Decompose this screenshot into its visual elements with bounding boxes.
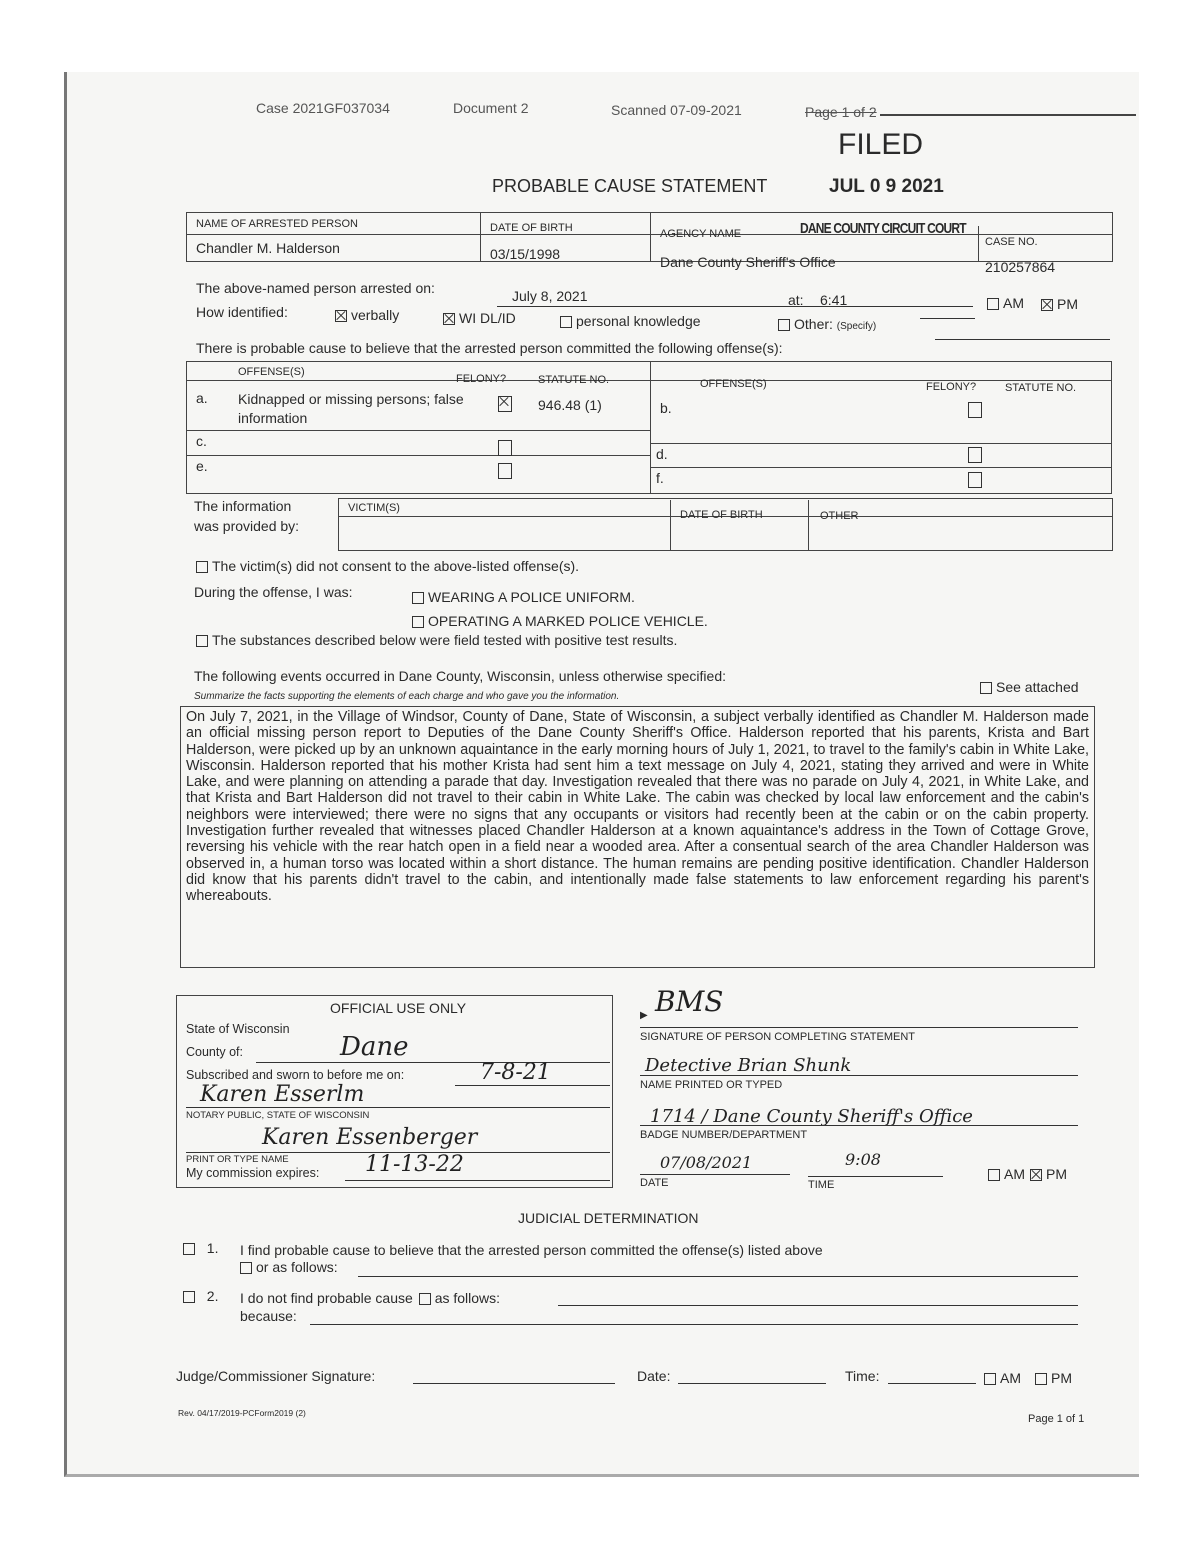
arrest-am[interactable]: AM xyxy=(987,295,1024,311)
offense-a: Kidnapped or missing persons; false information xyxy=(238,391,464,426)
victim-dob-label: DATE OF BIRTH xyxy=(680,509,763,521)
sign-time: 9:08 xyxy=(845,1150,881,1169)
date-label: DATE xyxy=(640,1177,669,1189)
victims-label: VICTIM(S) xyxy=(348,502,400,514)
sworn-date: 7-8-21 xyxy=(480,1060,551,1085)
official-use-title: OFFICIAL USE ONLY xyxy=(330,1000,467,1016)
col-felony: FELONY? xyxy=(456,373,507,385)
judicial-title: JUDICIAL DETERMINATION xyxy=(518,1210,699,1226)
felony-c-checkbox[interactable] xyxy=(498,440,516,459)
col-offense-2: OFFENSE(S) xyxy=(700,378,767,390)
judge-date-label: Date: xyxy=(637,1368,671,1384)
at-label: at: xyxy=(788,292,804,308)
judicial-item-1[interactable]: 1. xyxy=(183,1240,218,1256)
check-no-consent[interactable]: The victim(s) did not consent to the above-listed offense(s). xyxy=(196,558,579,574)
info-label-2: was provided by: xyxy=(194,518,300,534)
officer-signature: BMS xyxy=(655,985,724,1018)
because-label: because: xyxy=(240,1308,297,1324)
sign-date: 07/08/2021 xyxy=(660,1153,753,1172)
signature-label: SIGNATURE OF PERSON COMPLETING STATEMENT xyxy=(640,1031,916,1043)
officer-name: Detective Brian Shunk xyxy=(645,1055,852,1076)
during-label: During the offense, I was: xyxy=(194,584,353,600)
offense-letter: d. xyxy=(656,446,668,462)
time-label: TIME xyxy=(808,1179,835,1191)
badge-label: BADGE NUMBER/DEPARTMENT xyxy=(640,1129,808,1141)
col-statute: STATUTE NO. xyxy=(538,374,610,386)
badge-department: 1714 / Dane County Sheriff's Office xyxy=(650,1106,973,1127)
page-number: Page 1 of 1 xyxy=(1028,1413,1085,1425)
check-vehicle[interactable]: OPERATING A MARKED POLICE VEHICLE. xyxy=(412,613,708,629)
revision-label: Rev. 04/17/2019-PCForm2019 (2) xyxy=(178,1408,306,1418)
arrest-pm[interactable]: PM xyxy=(1041,296,1078,312)
agency-label: AGENCY NAME xyxy=(660,228,742,240)
judge-signature-label: Judge/Commissioner Signature: xyxy=(176,1368,376,1384)
events-intro: The following events occurred in Dane County, Wisconsin, unless otherwise specified: xyxy=(194,668,726,684)
offense-letter: e. xyxy=(196,458,208,474)
arrest-date: July 8, 2021 xyxy=(512,288,588,304)
name-label: NAME OF ARRESTED PERSON xyxy=(196,218,358,230)
sworn-label: Subscribed and sworn to before me on: xyxy=(186,1068,405,1082)
judge-pm[interactable]: PM xyxy=(1035,1370,1072,1386)
how-identified-label: How identified: xyxy=(196,304,288,320)
felony-e-checkbox[interactable] xyxy=(498,463,516,482)
col-felony-2: FELONY? xyxy=(926,381,977,393)
judicial-text-2: I do not find probable cause as follows: xyxy=(240,1290,501,1306)
col-offense: OFFENSE(S) xyxy=(238,366,305,378)
col-statute-2: STATUTE NO. xyxy=(1005,382,1077,394)
offense-letter: a. xyxy=(196,390,208,406)
notary-printed-name: Karen Essenberger xyxy=(262,1125,478,1150)
check-other[interactable]: Other: (Specify) xyxy=(778,316,876,332)
judicial-text-1: I find probable cause to believe that the arrested person committed the offense(s) listed above xyxy=(240,1242,823,1258)
case-number-stamp: Case 2021GF037034 xyxy=(256,100,390,116)
expires-label: My commission expires: xyxy=(186,1166,320,1180)
notary-signature: Karen Esserlm xyxy=(200,1082,365,1107)
info-label: The information xyxy=(194,498,292,514)
page-stamp: Page 1 of 2 xyxy=(805,104,877,120)
offense-letter: f. xyxy=(656,470,664,486)
felony-d-checkbox[interactable] xyxy=(968,447,986,466)
dob-label: DATE OF BIRTH xyxy=(490,222,573,234)
felony-a-checkbox[interactable] xyxy=(498,396,516,415)
offense-letter: c. xyxy=(196,433,207,449)
check-or-as-follows[interactable]: or as follows: xyxy=(240,1259,338,1275)
agency-name: Dane County Sheriff's Office xyxy=(660,254,836,270)
check-personal-knowledge[interactable]: personal knowledge xyxy=(560,313,701,329)
notary-label: NOTARY PUBLIC, STATE OF WISCONSIN xyxy=(186,1110,370,1121)
divider xyxy=(880,114,1136,116)
felony-f-checkbox[interactable] xyxy=(968,472,986,491)
check-uniform[interactable]: WEARING A POLICE UNIFORM. xyxy=(412,589,635,605)
filed-stamp: FILED xyxy=(838,128,924,161)
case-no-label: CASE NO. xyxy=(985,236,1038,248)
check-substances[interactable]: The substances described below were field tested with positive test results. xyxy=(196,632,677,648)
offenses-intro: There is probable cause to believe that the arrested person committed the following offense(s): xyxy=(196,340,783,356)
name-printed-label: NAME PRINTED OR TYPED xyxy=(640,1079,783,1091)
arrested-dob: 03/15/1998 xyxy=(490,246,561,262)
check-wi-dl[interactable]: WI DL/ID xyxy=(443,310,516,326)
document-stamp: Document 2 xyxy=(453,100,529,116)
judge-time-label: Time: xyxy=(845,1368,880,1384)
arrest-time: 6:41 xyxy=(820,292,848,308)
form-title: PROBABLE CAUSE STATEMENT xyxy=(492,176,768,196)
victim-table xyxy=(338,498,1113,551)
sign-pm[interactable]: PM xyxy=(1030,1166,1067,1182)
offense-letter: b. xyxy=(660,400,672,416)
check-verbally[interactable]: verbally xyxy=(335,307,399,323)
events-subtitle: Summarize the facts supporting the elements of each charge and who gave you the information. xyxy=(194,691,620,702)
check-see-attached[interactable]: See attached xyxy=(980,679,1079,695)
county-label: County of: xyxy=(186,1045,243,1059)
other-label: OTHER xyxy=(820,510,859,522)
sign-am[interactable]: AM xyxy=(988,1166,1025,1182)
scanned-stamp: Scanned 07-09-2021 xyxy=(611,102,742,118)
statute-a: 946.48 (1) xyxy=(538,397,602,413)
felony-b-checkbox[interactable] xyxy=(968,402,986,421)
county-value: Dane xyxy=(340,1032,409,1062)
filed-date-stamp: JUL 0 9 2021 xyxy=(829,176,944,197)
state-label: State of Wisconsin xyxy=(186,1022,290,1036)
print-name-label: PRINT OR TYPE NAME xyxy=(186,1154,289,1165)
judge-am[interactable]: AM xyxy=(984,1370,1021,1386)
narrative-text: On July 7, 2021, in the Village of Windsor, County of Dane, State of Wisconsin, a subject verbally identified as Chandler M. Halderson made an official missing person report to Deputies of the Dane County Sheriff's Office. Halderson reported that his parents, Krista and Bart Halderson, were picked up by an unknown aquaintance in the early morning hours of July 1, 2021, to travel to the family's cabin in White Lake, Wisconsin. Halderson reported that his mother Krista had sent him a text message on July 4, 2021, stating they arrived and were in White Lake, and were planning on attending a parade that day. Investigation revealed that there was no parade on July 4, 2021, in White Lake, and that Krista and Bart Halderson did not travel to their cabin in White Lake. The cabin was checked by local law enforcement and the cabin's neighbors were interviewed; there were no signs that any occupants or visitors had recently been at the cabin or on the cabin property. Investigation further revealed that witnesses placed Chandler Halderson at a known aquaintance's address in the Town of Cottage Grove, reversing his vehicle with the rear hatch open in a field near a wooded area. After a consentual search of the area Chandler Halderson was observed in, a human torso was located within a short distance. The human remains are pending positive identification. Chandler Halderson did know that his parents didn't travel to the cabin, and intentionally made false statements to law enforcement regarding his parent's whereabouts. xyxy=(180,706,1095,968)
expires-date: 11-13-22 xyxy=(365,1152,464,1177)
arrested-on-label: The above-named person arrested on: xyxy=(196,280,435,296)
arrow-icon: ▶ xyxy=(640,1010,648,1021)
court-stamp: DANE COUNTY CIRCUIT COURT xyxy=(800,220,966,237)
judicial-item-2[interactable]: 2. xyxy=(183,1288,218,1304)
arrested-name: Chandler M. Halderson xyxy=(196,240,340,256)
case-no: 210257864 xyxy=(985,259,1056,275)
